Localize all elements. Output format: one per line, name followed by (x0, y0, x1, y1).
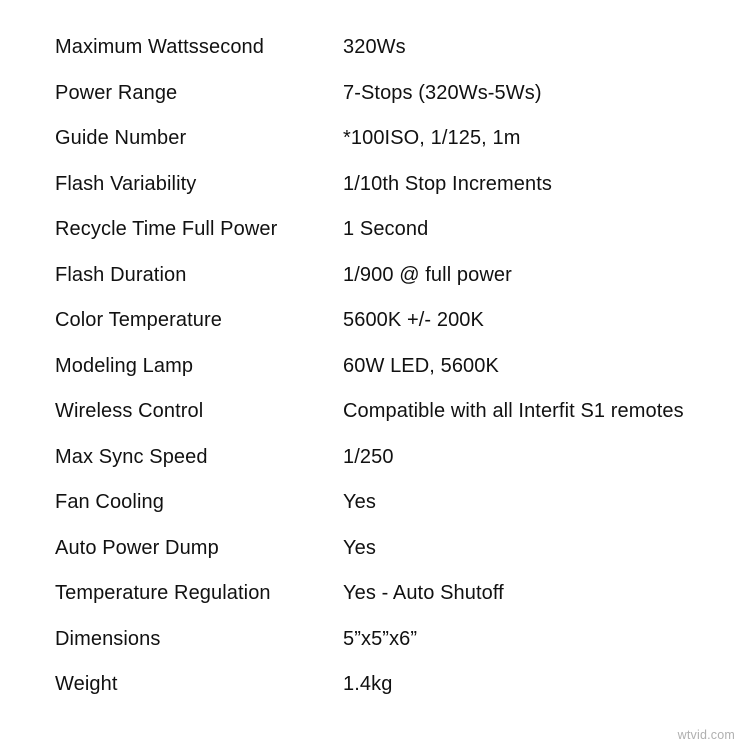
spec-label: Dimensions (55, 627, 161, 650)
table-row (55, 253, 715, 299)
table-row (55, 298, 715, 344)
spec-value: 320Ws (343, 36, 406, 59)
spec-label: Auto Power Dump (55, 536, 219, 559)
spec-label: Wireless Control (55, 400, 204, 423)
spec-value: 7-Stops (320Ws-5Ws) (343, 81, 542, 104)
spec-value: 1.4kg (343, 673, 393, 696)
table-row (55, 480, 715, 526)
spec-label: Modeling Lamp (55, 354, 194, 377)
spec-value: 1 Second (343, 218, 429, 241)
table-row (55, 435, 715, 481)
spec-value: 5600K +/- 200K (343, 309, 484, 332)
spec-value: Yes (343, 536, 376, 559)
table-row (55, 662, 715, 708)
spec-value: Compatible with all Interfit S1 remotes (343, 400, 684, 423)
spec-label: Temperature Regulation (55, 582, 271, 605)
spec-label: Max Sync Speed (55, 445, 208, 468)
spec-label: Weight (55, 673, 118, 696)
spec-table (55, 25, 715, 708)
spec-value: 60W LED, 5600K (343, 354, 499, 377)
spec-label: Maximum Wattssecond (55, 36, 264, 59)
spec-value: 1/10th Stop Increments (343, 172, 552, 195)
watermark: wtvid.com (677, 728, 735, 742)
table-row (55, 344, 715, 390)
table-row (55, 162, 715, 208)
table-row (55, 617, 715, 663)
spec-value: 1/900 @ full power (343, 263, 512, 286)
table-row (55, 571, 715, 617)
spec-label: Guide Number (55, 127, 187, 150)
table-row (55, 71, 715, 117)
table-row (55, 116, 715, 162)
table-row (55, 526, 715, 572)
spec-value: 5”x5”x6” (343, 627, 418, 650)
spec-label: Recycle Time Full Power (55, 218, 278, 241)
table-row (55, 207, 715, 253)
spec-value: 1/250 (343, 445, 394, 468)
spec-label: Power Range (55, 81, 178, 104)
spec-label: Fan Cooling (55, 491, 164, 514)
spec-value: *100ISO, 1/125, 1m (343, 127, 521, 150)
spec-label: Color Temperature (55, 309, 222, 332)
spec-value: Yes - Auto Shutoff (343, 582, 504, 605)
spec-label: Flash Variability (55, 172, 197, 195)
table-row (55, 25, 715, 71)
spec-value: Yes (343, 491, 376, 514)
table-row (55, 389, 715, 435)
spec-label: Flash Duration (55, 263, 187, 286)
